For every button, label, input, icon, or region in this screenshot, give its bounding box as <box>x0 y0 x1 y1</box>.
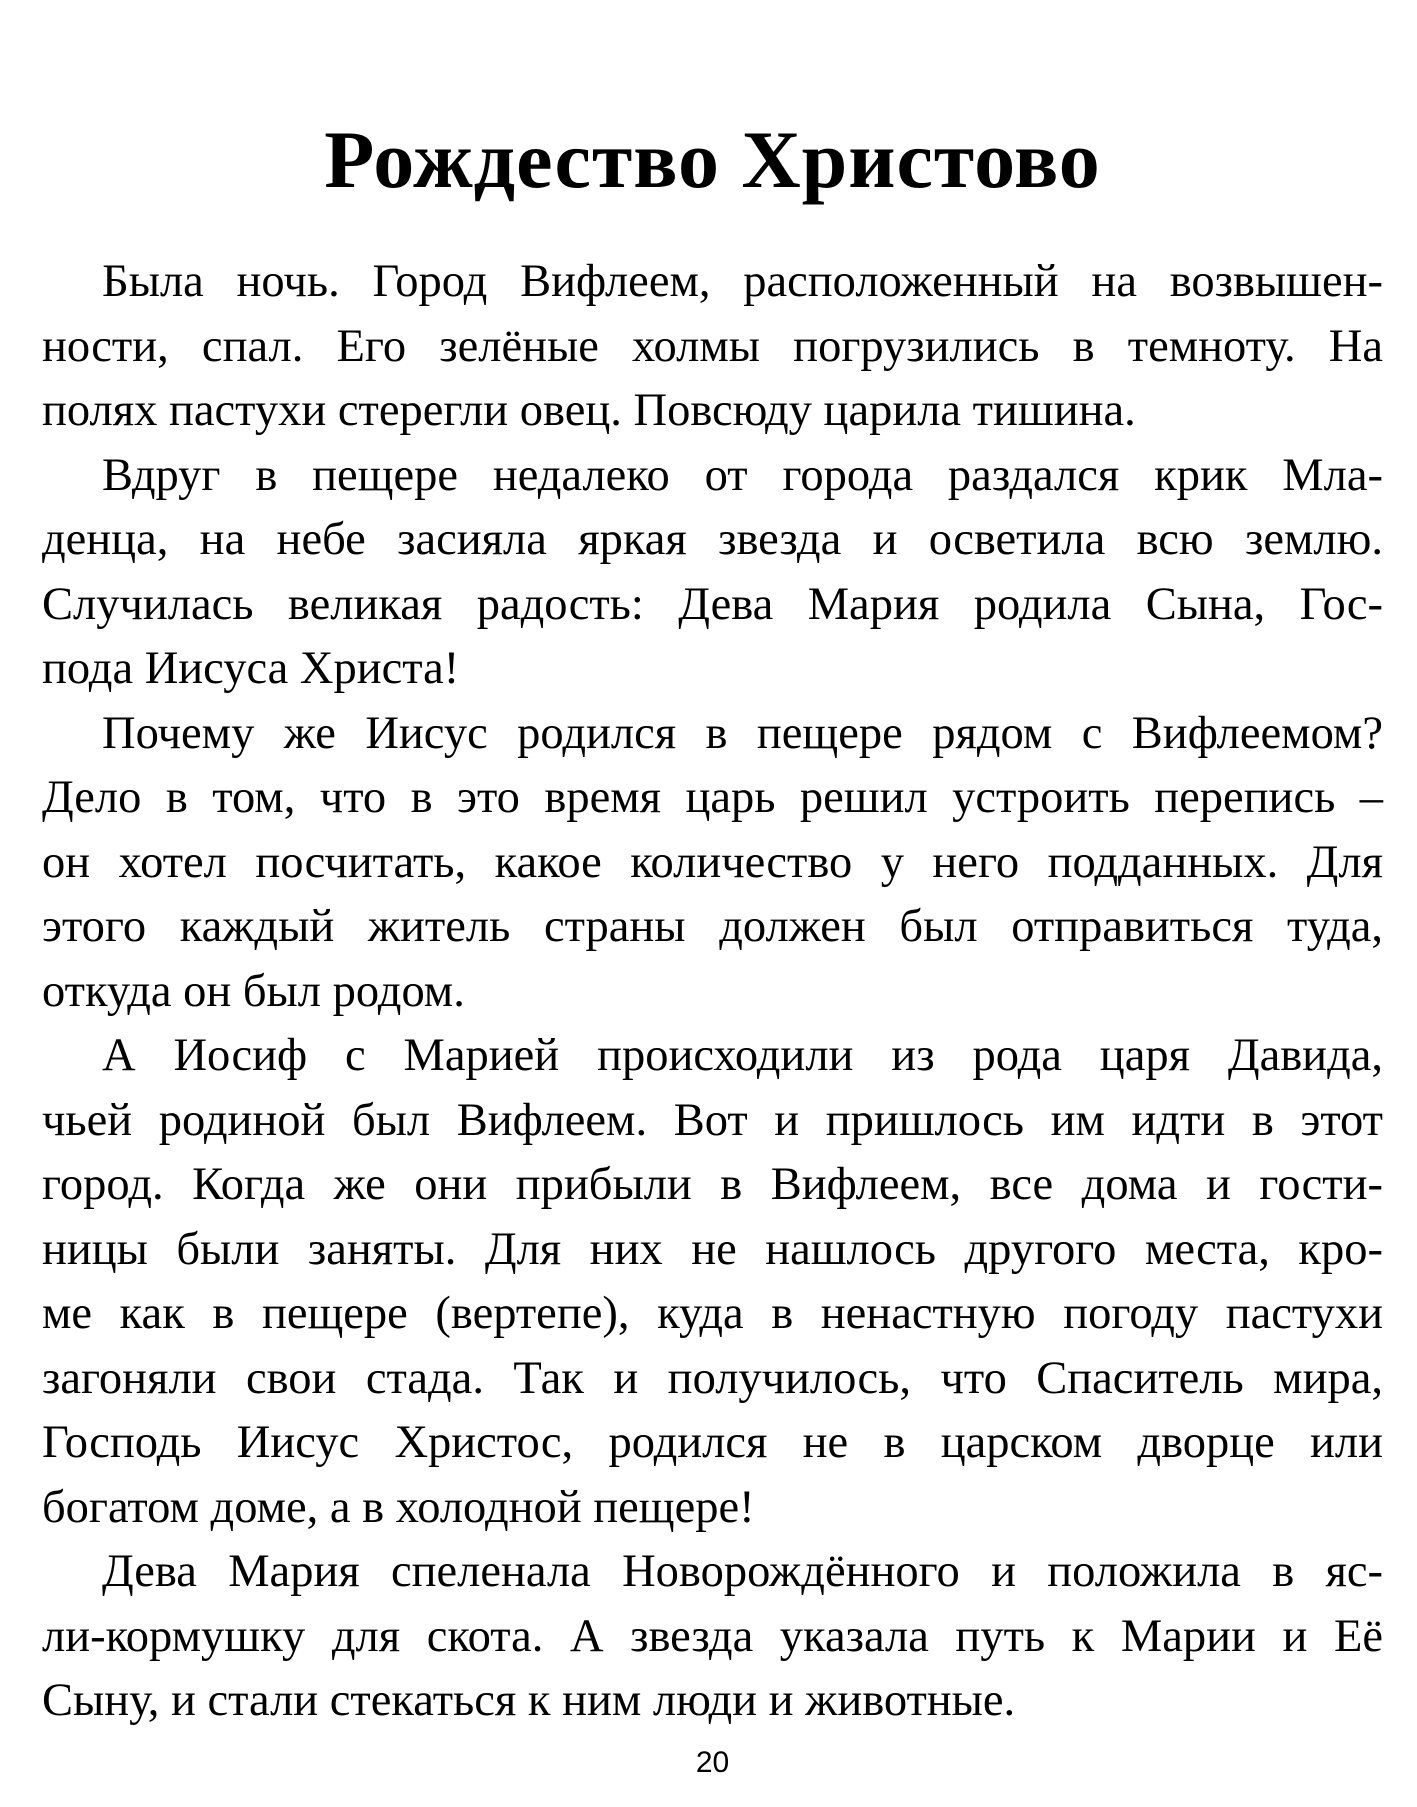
paragraph-3 <box>42 702 1383 1025</box>
text-line: этого каждый житель страны должен был отправиться туда, <box>42 901 1383 952</box>
text-line: денца, на небе засияла яркая звезда и осветила всю землю. <box>42 514 1383 565</box>
text-line: богатом доме, а в холодной пещере! <box>42 1481 755 1533</box>
text-line: он хотел посчитать, какое количество у него подданных. Для <box>42 836 1383 888</box>
paragraph-2 <box>42 444 1383 702</box>
page-number: 20 <box>695 1746 730 1779</box>
body-text <box>42 250 1383 1734</box>
text-line: Случилась великая радость: Дева Мария родила Сына, Гос- <box>42 578 1383 630</box>
text-line: чьей родиной был Вифлеем. Вот и пришлось им идти в этот <box>42 1094 1383 1146</box>
text-line: Сыну, и стали стекаться к ним люди и животные. <box>42 1675 1016 1726</box>
book-page <box>42 0 1383 1807</box>
text-line: загоняли свои стада. Так и получилось, что Спаситель мира, <box>42 1352 1383 1404</box>
text-line: Вдруг в пещере недалеко от города раздался крик Мла- <box>102 449 1383 501</box>
paragraph-1 <box>42 250 1383 444</box>
text-line: полях пастухи стерегли овец. Повсюду царила тишина. <box>42 385 1136 436</box>
text-line: Дело в том, что в это время царь решил устроить перепись – <box>42 772 1383 823</box>
text-line: Дева Мария спеленала Новорождённого и положила в яс- <box>102 1546 1383 1597</box>
text-line: пода Иисуса Христа! <box>42 643 460 694</box>
paragraph-4 <box>42 1024 1383 1540</box>
text-line: ме как в пещере (вертепе), куда в ненастную погоду пастухи <box>42 1288 1383 1339</box>
paragraph-5 <box>42 1540 1383 1734</box>
text-line: откуда он был родом. <box>42 965 465 1017</box>
text-line: ли-кормушку для скота. А звезда указала путь к Марии и Её <box>42 1610 1383 1662</box>
page-title: Рождество Христово <box>324 114 1101 205</box>
text-line: город. Когда же они прибыли в Вифлеем, все дома и гости- <box>42 1159 1383 1210</box>
text-line: Господь Иисус Христос, родился не в царском дворце или <box>42 1417 1383 1468</box>
text-line: ницы были заняты. Для них не нашлось другого места, кро- <box>42 1223 1383 1275</box>
text-line: Была ночь. Город Вифлеем, расположенный на возвышен- <box>102 256 1383 307</box>
text-line: А Иосиф с Марией происходили из рода царя Давида, <box>102 1030 1383 1081</box>
text-line: ности, спал. Его зелёные холмы погрузились в темноту. На <box>42 320 1383 372</box>
text-line: Почему же Иисус родился в пещере рядом с Вифлеемом? <box>102 707 1383 759</box>
